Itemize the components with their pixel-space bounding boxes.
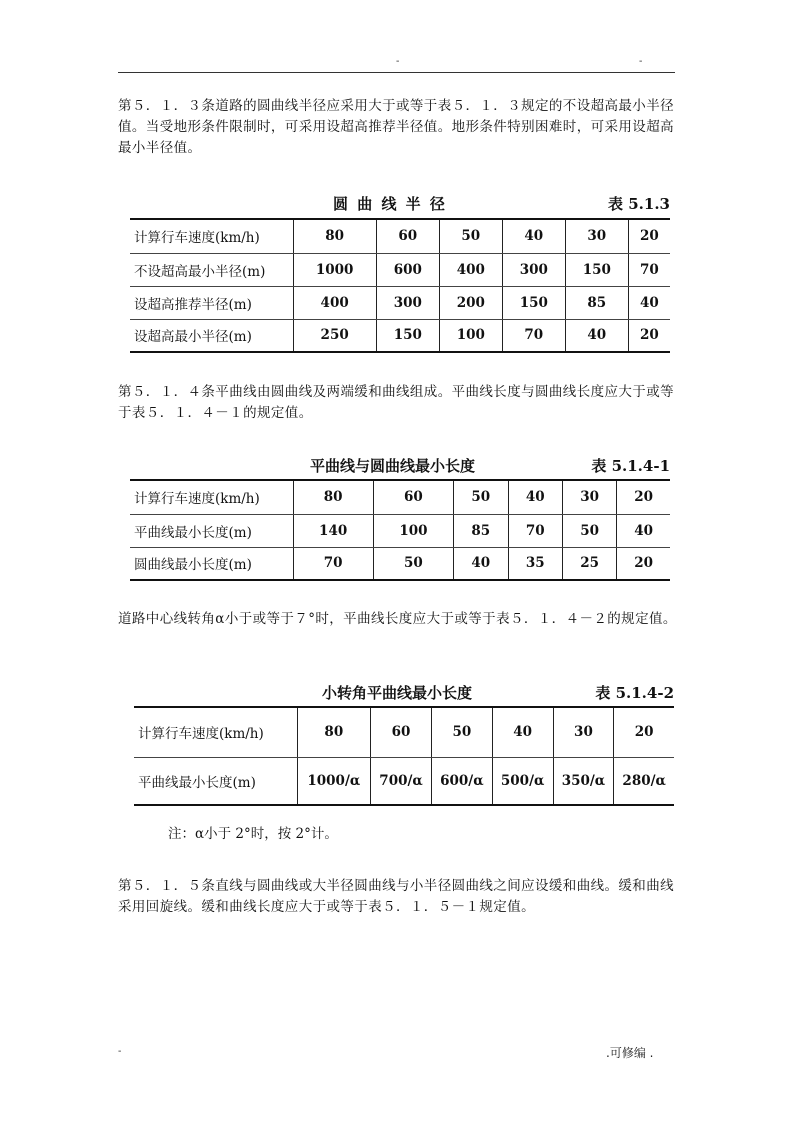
table-row [130, 253, 670, 286]
row-header: 设超高最小半径(m) [130, 319, 293, 352]
table-cell: 40 [508, 480, 562, 514]
table-cell: 20 [617, 547, 670, 580]
table-cell: 70 [628, 253, 670, 286]
table-cell: 250 [293, 319, 376, 352]
table-cell: 280/α [614, 757, 674, 805]
table-row [130, 219, 670, 253]
table-cell: 150 [376, 319, 439, 352]
table-cell: 60 [371, 707, 432, 757]
table-cell: 50 [373, 547, 453, 580]
table-cell: 40 [454, 547, 508, 580]
paragraph-5-1-4: 第５．１．４条平曲线由圆曲线及两端缓和曲线组成。平曲线长度与圆曲线长度应大于或等于表５．１．４－１的规定值。 [118, 384, 674, 421]
row-header: 计算行车速度(km/h) [130, 480, 293, 514]
table-cell: 20 [628, 219, 670, 253]
table-cell: 1000/α [297, 757, 371, 805]
table-cell: 1000 [293, 253, 376, 286]
table-cell: 70 [293, 547, 373, 580]
table-caption-5-1-4-2 [134, 682, 674, 702]
header-mark-center: - [396, 56, 400, 67]
table-cell: 30 [562, 480, 616, 514]
table-cell: 20 [617, 480, 670, 514]
table-cell: 40 [502, 219, 565, 253]
table-cell: 500/α [492, 757, 553, 805]
table-cell: 50 [439, 219, 502, 253]
paragraph-5-1-3: 第５．１．３条道路的圆曲线半径应采用大于或等于表５．１．３规定的不设超高最小半径值。当受地形条件限制时，可采用设超高推荐半径值。地形条件特别困难时，可采用设超高最小半径值。 [118, 98, 674, 156]
row-header: 不设超高最小半径(m) [130, 253, 293, 286]
table-row [134, 757, 674, 805]
row-header: 计算行车速度(km/h) [134, 707, 297, 757]
table-cell: 600/α [431, 757, 492, 805]
footer-text: .可修编 . [606, 1046, 654, 1060]
row-header: 平曲线最小长度(m) [130, 514, 293, 547]
table-5-1-3 [130, 218, 670, 353]
table-caption-5-1-4-1 [130, 455, 670, 475]
table-cell: 85 [454, 514, 508, 547]
table-5-1-4-2 [134, 706, 674, 806]
paragraph-5-1-5: 第５．１．５条直线与圆曲线或大半径圆曲线与小半径圆曲线之间应设缓和曲线。缓和曲线采用回旋线。缓和曲线长度应大于或等于表５．１．５－１规定值。 [118, 878, 674, 915]
table-cell: 80 [297, 707, 371, 757]
table-row [130, 514, 670, 547]
table-row [130, 286, 670, 319]
table-cell: 40 [492, 707, 553, 757]
table-cell: 35 [508, 547, 562, 580]
table-cell: 40 [565, 319, 628, 352]
table-cell: 50 [562, 514, 616, 547]
table-row [130, 480, 670, 514]
footer-mark-left: - [118, 1046, 122, 1057]
table-cell: 80 [293, 480, 373, 514]
table-cell: 70 [502, 319, 565, 352]
row-header: 圆曲线最小长度(m) [130, 547, 293, 580]
row-header: 设超高推荐半径(m) [130, 286, 293, 319]
table-cell: 100 [373, 514, 453, 547]
table-cell: 20 [614, 707, 674, 757]
table-cell: 80 [293, 219, 376, 253]
table-title: 平曲线与圆曲线最小长度 [310, 457, 476, 475]
table-cell: 150 [565, 253, 628, 286]
table-cell: 100 [439, 319, 502, 352]
table-cell: 60 [373, 480, 453, 514]
table-cell: 20 [628, 319, 670, 352]
table-cell: 40 [617, 514, 670, 547]
table-cell: 300 [376, 286, 439, 319]
table-cell: 30 [553, 707, 614, 757]
table-cell: 50 [431, 707, 492, 757]
table-cell: 85 [565, 286, 628, 319]
table-number: 表 5.1.4-2 [595, 684, 674, 702]
row-header: 计算行车速度(km/h) [130, 219, 293, 253]
table-row [134, 707, 674, 757]
table-cell: 50 [454, 480, 508, 514]
table-cell: 600 [376, 253, 439, 286]
table-title: 圆 曲 线 半 径 [333, 195, 447, 213]
table-cell: 60 [376, 219, 439, 253]
table-row [130, 547, 670, 580]
table-caption-5-1-3 [130, 193, 670, 213]
table-cell: 40 [628, 286, 670, 319]
table-cell: 140 [293, 514, 373, 547]
table-cell: 150 [502, 286, 565, 319]
row-header: 平曲线最小长度(m) [134, 757, 297, 805]
table-cell: 400 [439, 253, 502, 286]
table-number: 表 5.1.4-1 [591, 457, 670, 475]
table-cell: 300 [502, 253, 565, 286]
table-cell: 700/α [371, 757, 432, 805]
table-number: 表 5.1.3 [608, 195, 670, 213]
table-cell: 400 [293, 286, 376, 319]
header-rule [118, 72, 675, 73]
table-note: 注：α小于 2°时，按 2°计。 [168, 826, 338, 842]
table-row [130, 319, 670, 352]
table-cell: 25 [562, 547, 616, 580]
table-title: 小转角平曲线最小长度 [322, 684, 473, 702]
table-5-1-4-1 [130, 479, 670, 581]
header-mark-right: - [639, 56, 643, 67]
paragraph-small-angle: 道路中心线转角α小于或等于７°时，平曲线长度应大于或等于表５．１．４－２的规定值。 [118, 611, 677, 627]
table-cell: 30 [565, 219, 628, 253]
table-cell: 350/α [553, 757, 614, 805]
table-cell: 70 [508, 514, 562, 547]
table-cell: 200 [439, 286, 502, 319]
